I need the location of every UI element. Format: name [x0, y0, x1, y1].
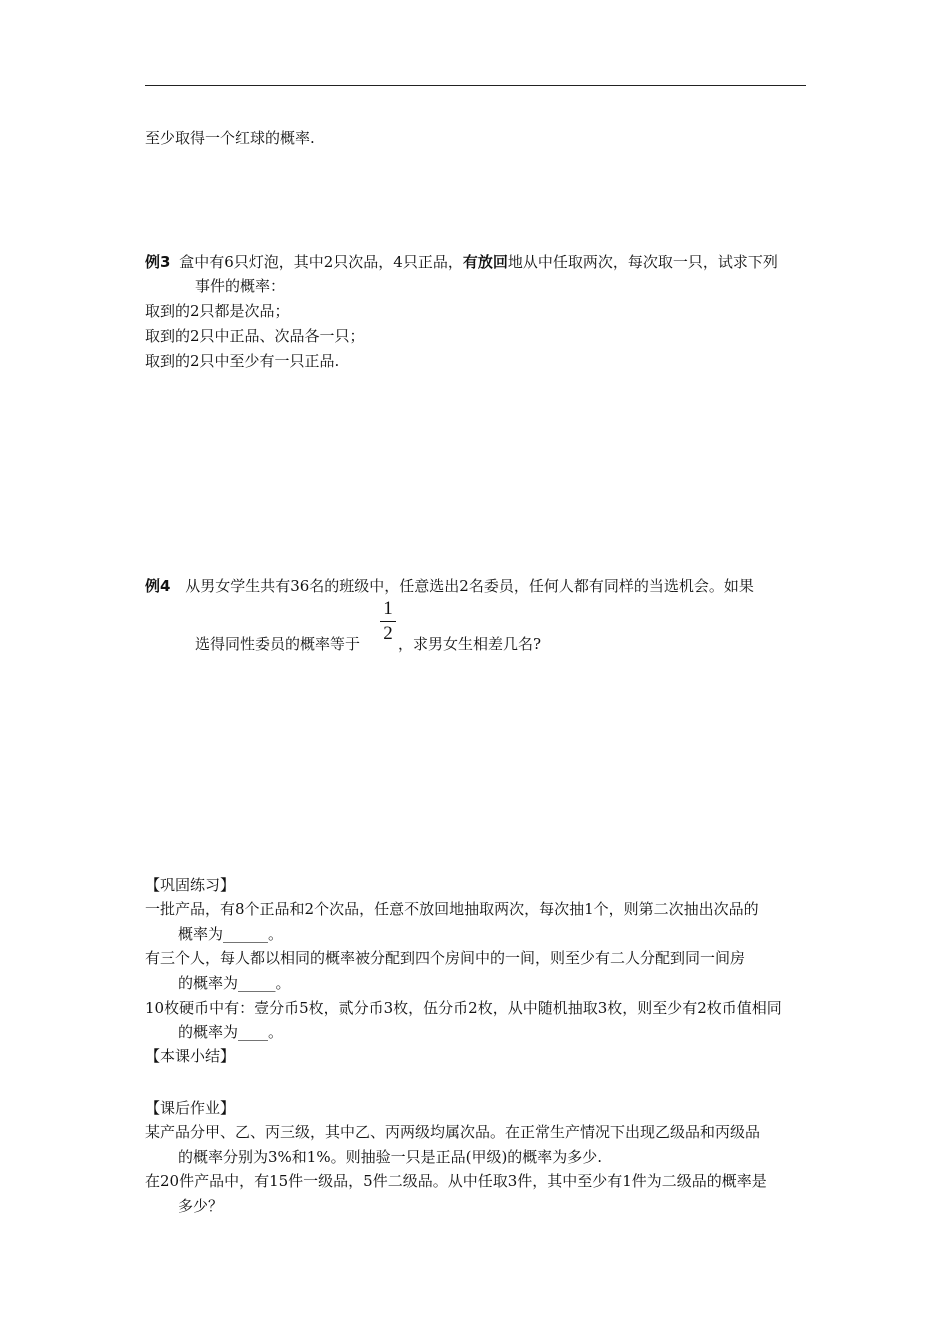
fraction-one-half: [380, 598, 396, 645]
homework-item-line2: 多少？: [178, 1197, 224, 1215]
intro-text: 至少取得一个红球的概率.: [145, 129, 315, 147]
homework-item-line1: 在20件产品中，有15件一级品，5件二级品。从中任取3件，其中至少有1件为二级品的概率是: [145, 1172, 767, 1190]
practice-item-line1: 一批产品，有8个正品和2个次品，任意不放回地抽取两次，每次抽1个，则第二次抽出次品的: [145, 900, 759, 918]
fraction-numerator: 1: [383, 598, 393, 619]
summary-heading: 【本课小结】: [145, 1047, 236, 1065]
example3-bold-text: 有放回: [462, 253, 508, 271]
example3-text-before: 盒中有6只灯泡，其中2只次品，4只正品，: [179, 253, 463, 271]
example3-item: 取到的2只都是次品；: [145, 302, 290, 320]
practice-item-line2: 的概率为_____。: [178, 974, 291, 992]
practice-item-line1: 有三个人，每人都以相同的概率被分配到四个房间中的一间，则至少有二人分配到同一间房: [145, 949, 746, 967]
homework-item-line2: 的概率分别为3%和1%。则抽验一只是正品(甲级)的概率为多少.: [178, 1148, 603, 1166]
example3-label: 例3: [145, 253, 171, 271]
homework-item-line1: 某产品分甲、乙、丙三级，其中乙、丙两级均属次品。在正常生产情况下出现乙级品和丙级品: [145, 1123, 761, 1141]
example4-text: 从男女学生共有36名的班级中，任意选出2名委员，任何人都有同样的当选机会。如果: [185, 577, 754, 595]
fraction-denominator: 2: [383, 623, 393, 644]
example3-item: 取到的2只中正品、次品各一只；: [145, 327, 365, 345]
example4-line1: [145, 576, 754, 596]
practice-item-line2: 概率为______。: [178, 925, 284, 943]
example3-continuation: 事件的概率：: [195, 277, 286, 295]
example3-text-after: 地从中任取两次，每次取一只，试求下列: [507, 253, 778, 271]
homework-heading: 【课后作业】: [145, 1099, 236, 1117]
example4-line2-after: ，求男女生相差几名?: [398, 635, 542, 653]
example3-item: 取到的2只中至少有一只正品.: [145, 352, 340, 370]
practice-item-line1: 10枚硬币中有：壹分币5枚，贰分币3枚，伍分币2枚，从中随机抽取3枚，则至少有2枚币值相同: [145, 999, 782, 1017]
header-rule: [145, 85, 806, 86]
example4-line2-before: 选得同性委员的概率等于: [195, 635, 361, 653]
fraction-bar: [380, 621, 396, 622]
practice-item-line2: 的概率为____。: [178, 1023, 284, 1041]
practice-heading: 【巩固练习】: [145, 876, 236, 894]
example4-label: 例4: [145, 577, 171, 595]
example3-line1: [145, 252, 778, 272]
